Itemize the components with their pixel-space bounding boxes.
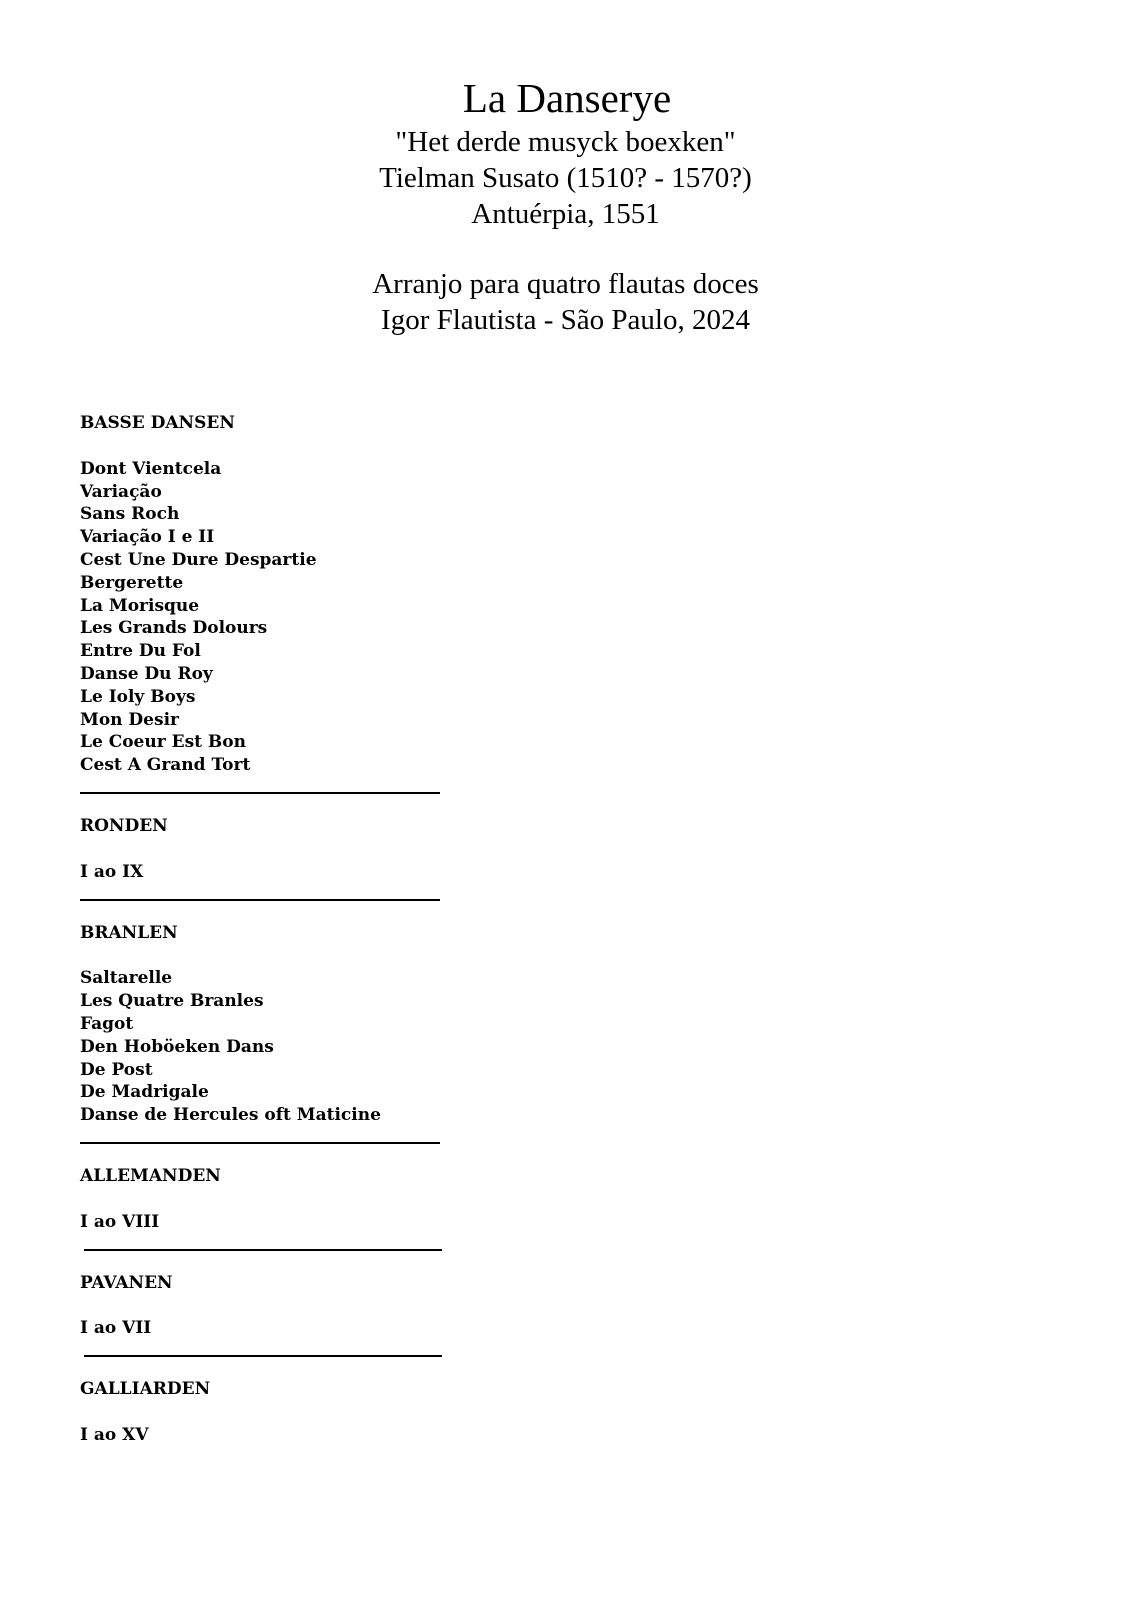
section-branlen: [80, 922, 680, 1127]
list-item: Danse de Hercules oft Maticine: [80, 1105, 381, 1126]
list-item: Fagot: [80, 1013, 134, 1034]
list-item: Variação I e II: [80, 527, 215, 548]
section-title: ALLEMANDEN: [80, 1165, 221, 1186]
spacer: [0, 232, 1131, 266]
section-basse-dansen: [80, 412, 680, 777]
section-divider: [80, 792, 440, 794]
arranger: Igor Flautista - São Paulo, 2024: [381, 304, 750, 336]
section-allemanden: [80, 1165, 680, 1234]
list-item: Entre Du Fol: [80, 641, 201, 662]
contents-list: [80, 412, 680, 1447]
section-title: GALLIARDEN: [80, 1379, 211, 1400]
place-date: Antuérpia, 1551: [471, 198, 660, 230]
list-item: I ao VIII: [80, 1211, 160, 1232]
composer: Tielman Susato (1510? - 1570?): [379, 162, 752, 194]
section-divider: [80, 1142, 440, 1144]
subtitle: "Het derde musyck boexken": [395, 126, 736, 158]
list-item: Les Grands Dolours: [80, 618, 268, 639]
document-title: La Danserye: [462, 75, 672, 121]
list-item: Le Ioly Boys: [80, 686, 196, 707]
list-item: Dont Vientcela: [80, 458, 222, 479]
section-title: PAVANEN: [80, 1272, 173, 1293]
list-item: I ao XV: [80, 1424, 149, 1445]
list-item: I ao IX: [80, 861, 144, 882]
list-item: Sans Roch: [80, 504, 180, 525]
list-item: Les Quatre Branles: [80, 991, 264, 1012]
list-item: Variação: [80, 481, 162, 502]
list-item: Mon Desir: [80, 709, 179, 730]
list-item: Le Coeur Est Bon: [80, 732, 246, 753]
section-divider: [84, 1355, 442, 1357]
section-divider: [84, 1249, 442, 1251]
section-ronden: [80, 815, 680, 884]
section-galliarden: [80, 1378, 680, 1447]
section-title: RONDEN: [80, 815, 168, 836]
list-item: Bergerette: [80, 572, 184, 593]
list-item: Cest Une Dure Despartie: [80, 549, 317, 570]
list-item: De Madrigale: [80, 1082, 209, 1103]
title-block: [0, 72, 1131, 338]
list-item: De Post: [80, 1059, 153, 1080]
arrangement: Arranjo para quatro flautas doces: [372, 268, 759, 300]
list-item: I ao VII: [80, 1318, 152, 1339]
section-title: BRANLEN: [80, 922, 178, 943]
section-pavanen: [80, 1272, 680, 1341]
list-item: Saltarelle: [80, 968, 173, 989]
list-item: Cest A Grand Tort: [80, 755, 251, 776]
section-divider: [80, 899, 440, 901]
list-item: La Morisque: [80, 595, 200, 616]
section-title: BASSE DANSEN: [80, 413, 235, 433]
list-item: Den Hoböeken Dans: [80, 1036, 274, 1057]
list-item: Danse Du Roy: [80, 663, 213, 684]
